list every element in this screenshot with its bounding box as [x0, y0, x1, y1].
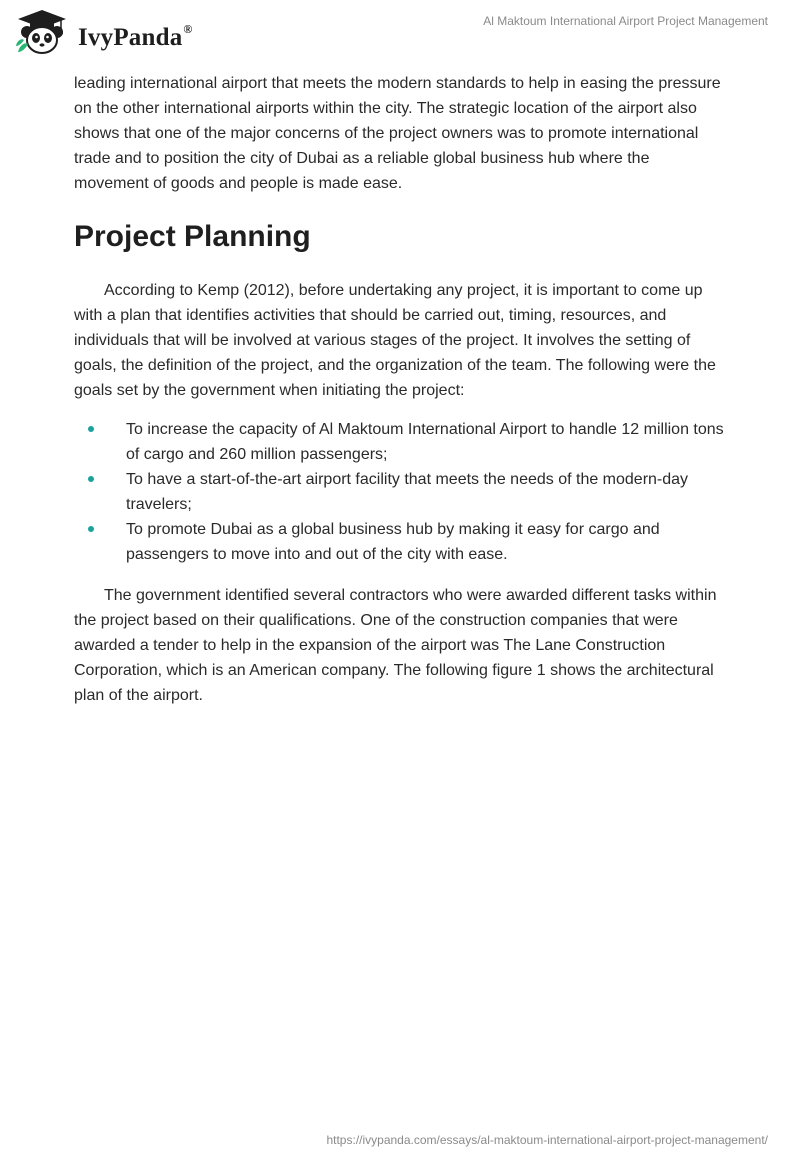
planning-paragraph: According to Kemp (2012), before undertaking any project, it is important to come up with a plan that identifies activities that should be carried out, timing, resources, and individuals that will be involved at various stages of the project. It involves the setting of goals, the definition of the project, and the organization of the team. The following were the goals set by the government when initiating the project:: [74, 282, 716, 399]
brand-text: IvyPanda: [78, 24, 183, 51]
bullet-icon: [88, 526, 94, 532]
essay-content: [74, 71, 724, 708]
brand-name: [78, 22, 193, 52]
goal-text: To promote Dubai as a global business hub by making it easy for cargo and passengers to move into and out of the city with ease.: [126, 521, 660, 563]
ivypanda-logo[interactable]: [14, 8, 204, 60]
document-title: Al Maktoum International Airport Project Management: [483, 14, 768, 28]
section-heading: Project Planning: [74, 220, 311, 253]
page-header: [0, 0, 800, 64]
goal-text: To have a start-of-the-art airport facility that meets the needs of the modern-day travelers;: [126, 471, 689, 513]
bullet-icon: [88, 426, 94, 432]
panda-graduate-icon: [14, 8, 70, 56]
goals-list: [74, 417, 724, 567]
goal-text: To increase the capacity of Al Maktoum International Airport to handle 12 million tons of cargo and 260 million passengers;: [126, 421, 724, 463]
list-item: [74, 417, 724, 467]
list-item: [74, 467, 724, 517]
registered-mark: ®: [183, 22, 193, 36]
contractors-paragraph: The government identified several contractors who were awarded different tasks within the project based on their qualifications. One of the construction companies that were awarded a tender to help in the expansion of the airport was The Lane Construction Corporation, which is an American company. The following figure 1 shows the architectural plan of the airport.: [74, 587, 717, 704]
source-url-link[interactable]: https://ivypanda.com/essays/al-maktoum-international-airport-project-management/: [326, 1133, 768, 1147]
list-item: [74, 517, 724, 567]
intro-paragraph: leading international airport that meets the modern standards to help in easing the pressure on the other international airports within the city. The strategic location of the airport also shows that one of the major concerns of the project owners was to promote international trade and to position the city of Dubai as a reliable global business hub where the movement of goods and people is made ease.: [74, 75, 721, 192]
bullet-icon: [88, 476, 94, 482]
